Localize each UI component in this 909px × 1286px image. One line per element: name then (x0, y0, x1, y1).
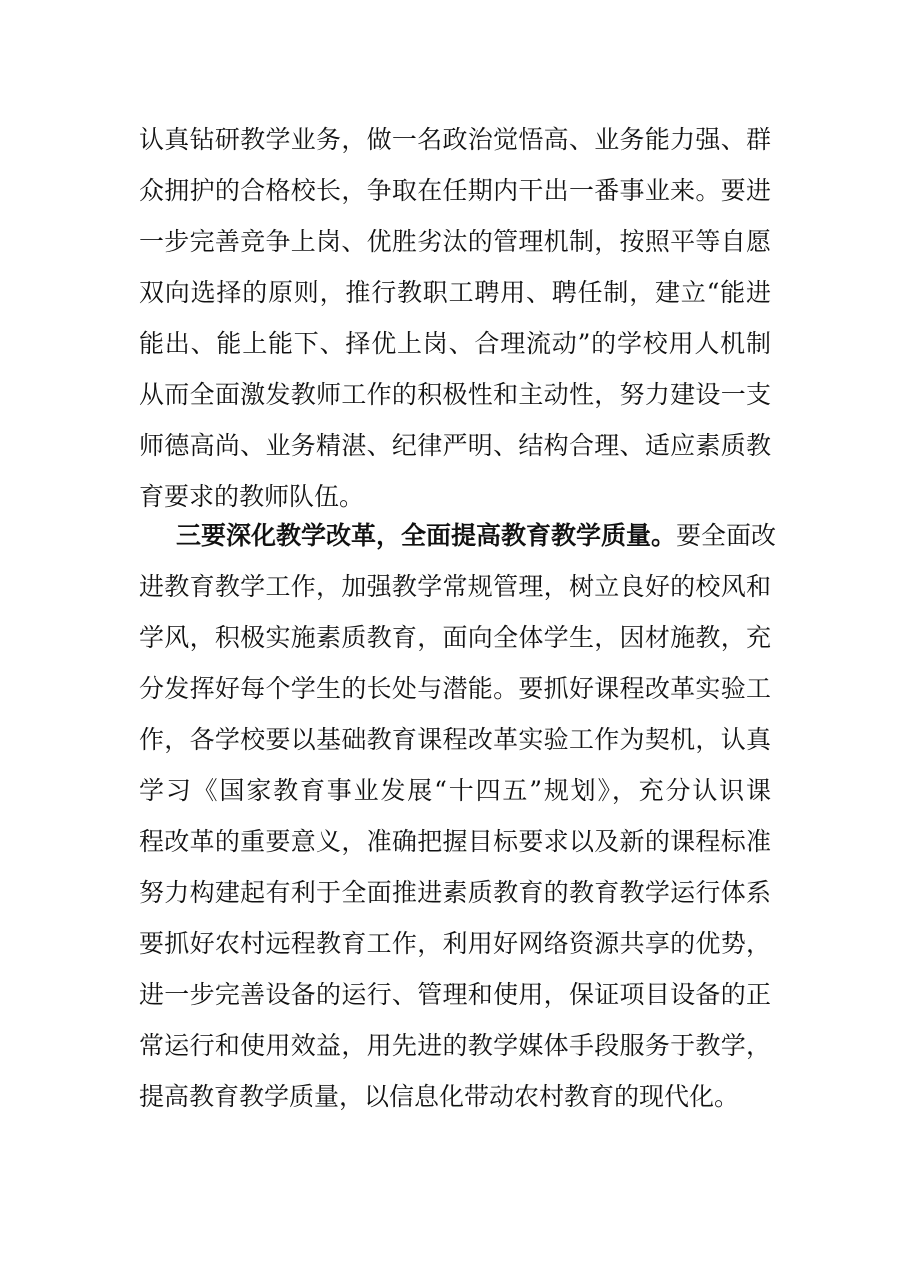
body-text-line: 众拥护的合格校长，争取在任期内干出一番事业来。要进 (139, 176, 771, 205)
body-text-line: 从而全面激发教师工作的积极性和主动性，努力建设一支 (139, 380, 771, 409)
body-text-line: 能出、能上能下、择优上岗、合理流动”的学校用人机制 (139, 329, 771, 358)
body-text-line: 进一步完善设备的运行、管理和使用，保证项目设备的正 (139, 980, 771, 1009)
body-text-line: 分发挥好每个学生的长处与潜能。要抓好课程改革实验工 (139, 674, 771, 703)
body-text-line: 常运行和使用效益，用先进的教学媒体手段服务于教学， (139, 1031, 771, 1060)
body-text-line: 学习《国家教育事业发展“十四五”规划》，充分认识课 (139, 776, 771, 805)
body-text-line: 进教育教学工作，加强教学常规管理，树立良好的校风和 (139, 572, 771, 601)
body-text-line: 努力构建起有利于全面推进素质教育的教育教学运行体系 (139, 878, 771, 907)
heading-line-continuation: 要全面改 (676, 521, 777, 550)
body-text-line: 育要求的教师队伍。 (139, 482, 365, 511)
body-text-line: 提高教育教学质量，以信息化带动农村教育的现代化。 (139, 1082, 740, 1111)
body-text-line: 要抓好农村远程教育工作，利用好网络资源共享的优势， (139, 929, 771, 958)
body-text-line: 双向选择的原则，推行教职工聘用、聘任制，建立“能进 (139, 278, 771, 307)
body-text-line: 学风，积极实施素质教育，面向全体学生，因材施教，充 (139, 623, 771, 652)
body-text-line: 作，各学校要以基础教育课程改革实验工作为契机，认真 (139, 725, 771, 754)
section-heading-line (176, 515, 777, 557)
body-text-line: 一步完善竞争上岗、优胜劣汰的管理机制，按照平等自愿 (139, 227, 771, 256)
section-heading: 三要深化教学改革，全面提高教育教学质量。 (176, 521, 677, 550)
body-text-line: 认真钻研教学业务，做一名政治觉悟高、业务能力强、群 (139, 125, 771, 154)
body-text-line: 师德高尚、业务精湛、纪律严明、结构合理、适应素质教 (139, 431, 771, 460)
body-text-line: 程改革的重要意义，准确把握目标要求以及新的课程标准 (139, 827, 771, 856)
